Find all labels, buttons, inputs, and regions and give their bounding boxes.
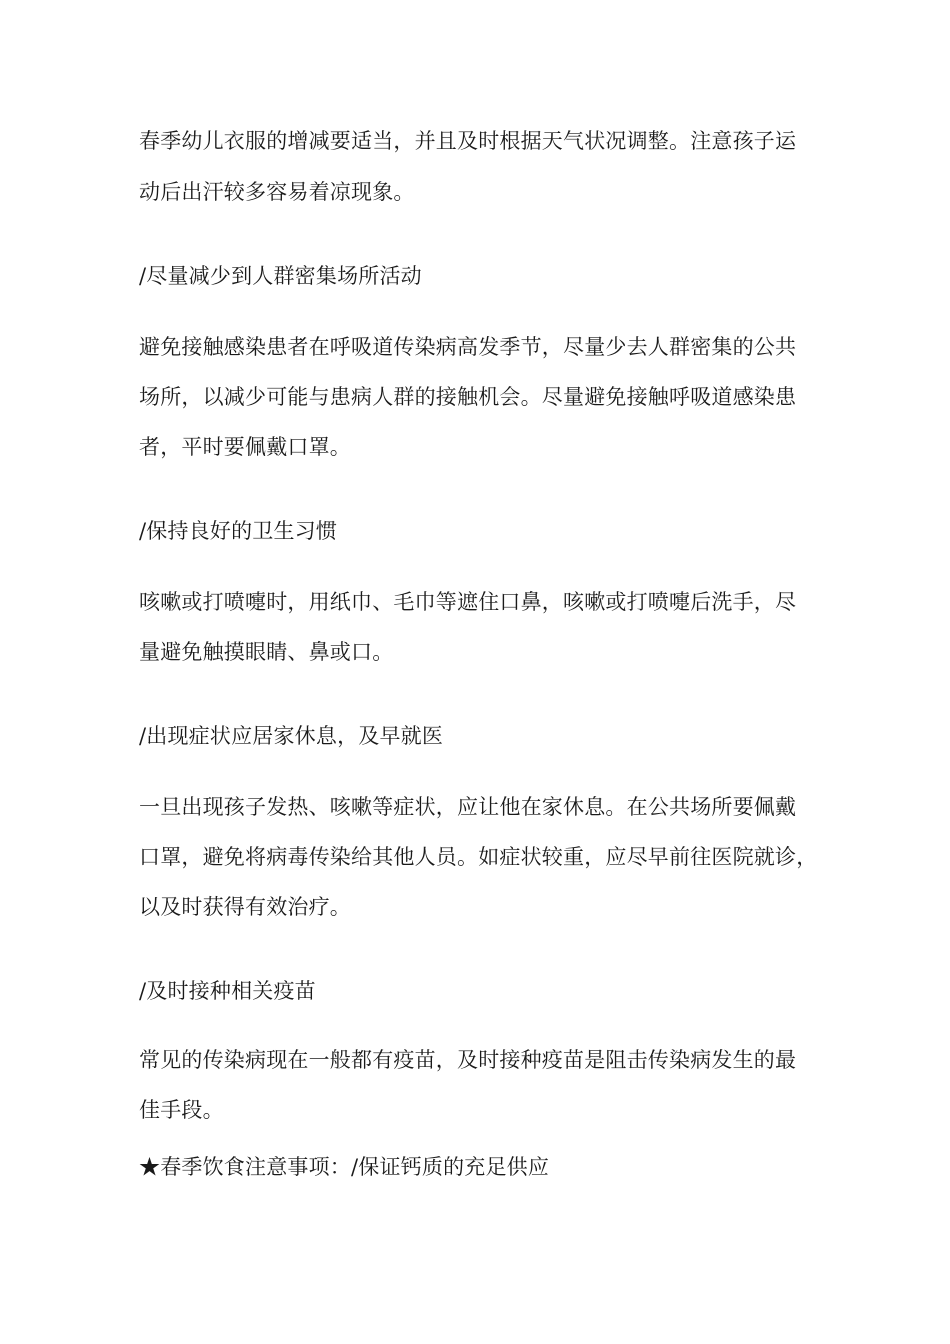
paragraph-crowds-line-3: 者，平时要佩戴口罩。: [139, 435, 351, 459]
paragraph-clothing-line-2: 动后出汗较多容易着凉现象。: [139, 180, 415, 204]
heading-spring-diet: ★春季饮食注意事项：/保证钙质的充足供应: [139, 1155, 550, 1179]
heading-symptoms: /出现症状应居家休息，及早就医: [139, 724, 444, 748]
paragraph-symptoms-line-3: 以及时获得有效治疗。: [139, 895, 351, 919]
heading-avoid-crowds: /尽量减少到人群密集场所活动: [139, 264, 422, 288]
paragraph-crowds-line-2: 场所，以减少可能与患病人群的接触机会。尽量避免接触呼吸道感染患: [139, 385, 797, 409]
paragraph-vaccines-line-1: 常见的传染病现在一般都有疫苗，及时接种疫苗是阻击传染病发生的最: [139, 1048, 797, 1072]
paragraph-hygiene-line-1: 咳嗽或打喷嚏时，用纸巾、毛巾等遮住口鼻，咳嗽或打喷嚏后洗手，尽: [139, 590, 797, 614]
paragraph-symptoms-line-2: 口罩，避免将病毒传染给其他人员。如症状较重，应尽早前往医院就诊，: [139, 845, 818, 869]
paragraph-vaccines-line-2: 佳手段。: [139, 1098, 224, 1122]
paragraph-symptoms-line-1: 一旦出现孩子发热、咳嗽等症状，应让他在家休息。在公共场所要佩戴: [139, 795, 797, 819]
paragraph-hygiene-line-2: 量避免触摸眼睛、鼻或口。: [139, 640, 394, 664]
paragraph-clothing-line-1: 春季幼儿衣服的增减要适当，并且及时根据天气状况调整。注意孩子运: [139, 129, 797, 153]
heading-vaccines: /及时接种相关疫苗: [139, 979, 316, 1003]
paragraph-crowds-line-1: 避免接触感染患者在呼吸道传染病高发季节，尽量少去人群密集的公共: [139, 335, 797, 359]
heading-hygiene: /保持良好的卫生习惯: [139, 519, 338, 543]
